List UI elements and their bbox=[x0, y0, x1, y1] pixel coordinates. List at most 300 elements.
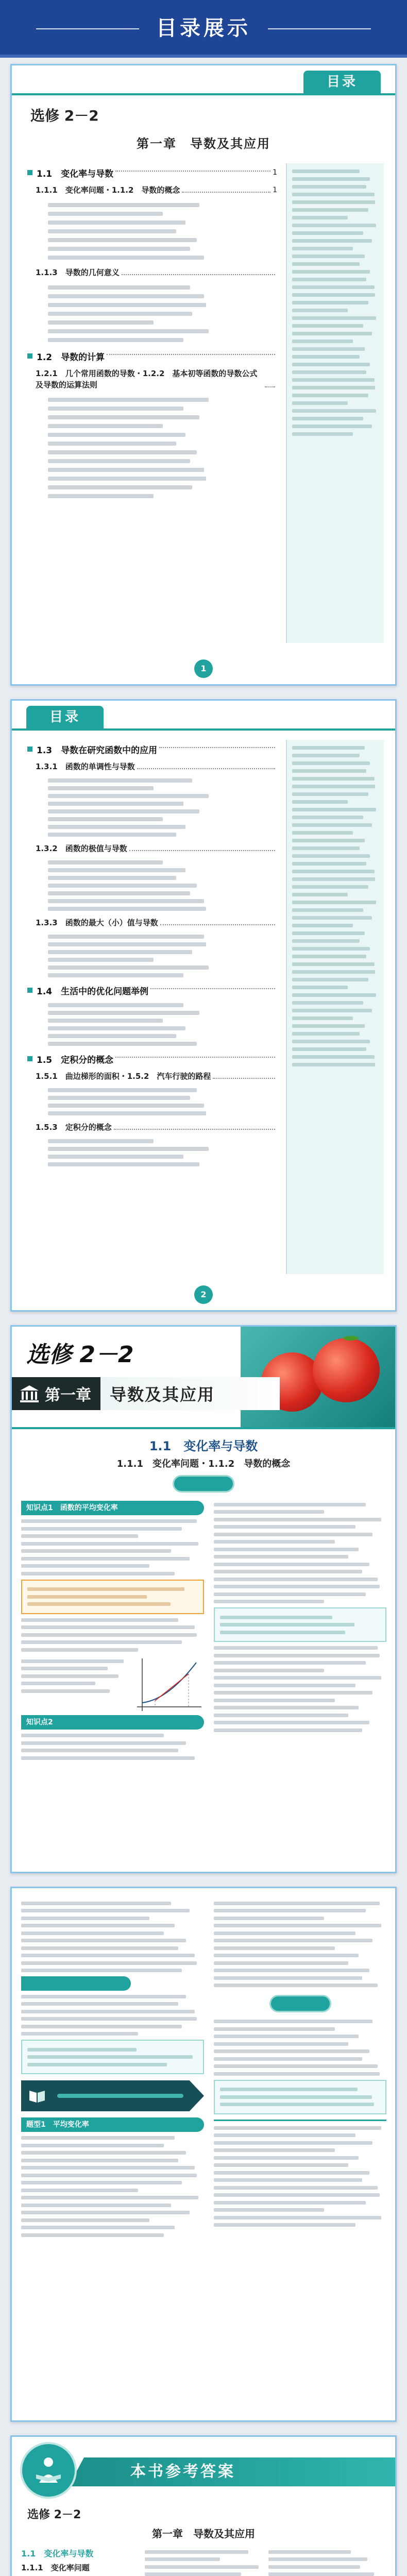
toc-subsection-1-1-3[interactable] bbox=[27, 264, 277, 281]
text-line bbox=[48, 868, 185, 872]
text-line bbox=[214, 1563, 369, 1566]
text-line bbox=[48, 442, 176, 446]
text-line bbox=[292, 893, 348, 896]
text-line bbox=[292, 808, 376, 811]
logo-icon bbox=[20, 2442, 77, 2499]
text-line bbox=[214, 1570, 362, 1573]
section-bullet-icon bbox=[27, 353, 32, 359]
text-line bbox=[292, 854, 370, 858]
text-line bbox=[48, 825, 185, 829]
toc-list bbox=[27, 740, 277, 1170]
text-line bbox=[220, 2088, 358, 2091]
text-line bbox=[214, 2171, 369, 2175]
text-line bbox=[48, 203, 199, 207]
text-line bbox=[292, 177, 370, 181]
toc-list bbox=[27, 163, 277, 503]
text-line bbox=[21, 1995, 186, 1998]
text-line bbox=[292, 754, 360, 757]
text-line bbox=[214, 1661, 366, 1665]
toc-subsection-1-5-3[interactable] bbox=[27, 1119, 277, 1136]
text-block bbox=[21, 1734, 204, 1760]
text-line bbox=[214, 1548, 359, 1551]
text-line bbox=[48, 907, 206, 911]
text-line bbox=[292, 1016, 353, 1020]
text-line bbox=[21, 1640, 182, 1644]
text-line bbox=[48, 833, 176, 837]
text-line bbox=[48, 809, 199, 814]
left-column bbox=[21, 1897, 204, 2241]
text-line bbox=[48, 406, 183, 411]
text-line bbox=[214, 2042, 348, 2046]
text-line bbox=[214, 2186, 378, 2190]
text-line bbox=[214, 2216, 381, 2219]
toc-subitems bbox=[27, 1088, 277, 1115]
text-line bbox=[48, 899, 204, 903]
text-line bbox=[292, 916, 372, 920]
dot-leader bbox=[159, 747, 275, 748]
text-line bbox=[48, 494, 154, 498]
dot-leader bbox=[115, 171, 270, 172]
dot-leader bbox=[150, 988, 275, 989]
toc-entry-text: 1.2 导数的计算 bbox=[37, 352, 105, 363]
toc-entry-text: 1.2.1 几个常用函数的导数・1.2.2 基本初等函数的导数公式及导数的运算法则 bbox=[36, 369, 258, 389]
text-line bbox=[48, 817, 163, 821]
answers-subsection-title: 1.1.1 变化率问题 bbox=[21, 2563, 90, 2572]
text-line bbox=[48, 1111, 206, 1115]
chapter-name: 导数及其应用 bbox=[110, 1385, 215, 1404]
text-line bbox=[214, 1946, 335, 1950]
text-line bbox=[214, 2064, 378, 2068]
text-line bbox=[48, 973, 183, 977]
text-line bbox=[48, 303, 206, 307]
text-line bbox=[48, 1147, 209, 1151]
toc-subitems bbox=[27, 1139, 277, 1166]
text-line bbox=[292, 378, 375, 382]
toc-subsection-1-2-1[interactable] bbox=[27, 365, 277, 393]
text-line bbox=[27, 2063, 167, 2066]
text-line bbox=[21, 1648, 138, 1652]
text-line bbox=[21, 2151, 186, 2155]
text-line bbox=[21, 1734, 164, 1737]
text-line bbox=[214, 1510, 324, 1514]
text-line bbox=[292, 425, 372, 428]
text-line bbox=[21, 1689, 110, 1693]
text-line bbox=[48, 876, 176, 880]
divider bbox=[214, 2120, 386, 2121]
text-line bbox=[21, 1902, 171, 1905]
text-line bbox=[292, 185, 366, 189]
text-line bbox=[220, 2103, 374, 2106]
text-line bbox=[21, 1549, 171, 1553]
text-line bbox=[48, 415, 199, 419]
text-line bbox=[292, 1063, 375, 1066]
text-line bbox=[214, 2178, 362, 2182]
text-line bbox=[214, 2035, 359, 2038]
text-line bbox=[292, 839, 365, 842]
dot-leader bbox=[265, 386, 275, 387]
text-line bbox=[27, 1595, 147, 1599]
text-line bbox=[214, 1902, 380, 1905]
text-line bbox=[48, 229, 176, 233]
text-block bbox=[268, 2550, 386, 2576]
text-line bbox=[214, 1917, 324, 1920]
page-number-badge: 1 bbox=[194, 659, 213, 678]
dot-leader bbox=[114, 1129, 275, 1130]
text-line bbox=[292, 862, 366, 866]
toc-entry-text: 1.1.3 导数的几何意义 bbox=[36, 268, 120, 277]
text-line bbox=[214, 2163, 348, 2167]
text-line bbox=[292, 885, 368, 889]
text-line bbox=[48, 285, 190, 290]
text-line bbox=[292, 908, 363, 912]
toc-page-number: 1 bbox=[273, 186, 277, 194]
toc-section-1-2[interactable] bbox=[27, 347, 277, 365]
text-line bbox=[292, 955, 366, 958]
text-line bbox=[214, 1954, 359, 1957]
text-line bbox=[21, 1633, 197, 1637]
answers-column-2 bbox=[145, 2546, 262, 2576]
header-banner bbox=[0, 0, 407, 58]
toc-entry-text: 1.3.3 函数的最大（小）值与导数 bbox=[36, 918, 158, 927]
text-line bbox=[21, 2211, 190, 2214]
text-line bbox=[214, 1646, 378, 1650]
text-line bbox=[214, 1721, 369, 1724]
text-line bbox=[292, 301, 368, 304]
text-line bbox=[48, 891, 190, 895]
text-line bbox=[21, 1924, 175, 1927]
toc-subsection-1-1-1[interactable] bbox=[27, 182, 277, 198]
chapter-sample-page bbox=[0, 1319, 407, 1880]
section-bullet-icon bbox=[27, 1056, 32, 1061]
text-line bbox=[292, 340, 353, 343]
text-line bbox=[292, 947, 370, 951]
text-line bbox=[292, 309, 348, 312]
text-line bbox=[292, 877, 375, 881]
answers-column-1 bbox=[21, 2546, 139, 2576]
text-line bbox=[21, 2144, 164, 2147]
note-callout bbox=[21, 1580, 204, 1614]
text-line bbox=[292, 777, 375, 781]
text-line bbox=[292, 247, 353, 250]
text-line bbox=[292, 170, 360, 173]
toc-subsection-1-3-3[interactable] bbox=[27, 914, 277, 931]
text-line bbox=[292, 278, 366, 281]
text-line bbox=[220, 1623, 354, 1626]
answers-column-3 bbox=[268, 2546, 386, 2576]
text-line bbox=[21, 2196, 198, 2199]
text-line bbox=[220, 2095, 372, 2099]
text-line bbox=[21, 1756, 195, 1760]
text-line bbox=[48, 1011, 199, 1015]
content-sample-page bbox=[0, 1880, 407, 2429]
banner-title: 目录展示 bbox=[156, 16, 251, 40]
text-line bbox=[48, 477, 206, 481]
toc-subitems bbox=[27, 1003, 277, 1046]
toc-subitems bbox=[27, 935, 277, 977]
knowledge-point-1-bar: 知识点1 函数的平均变化率 bbox=[21, 1501, 204, 1515]
text-line bbox=[214, 1669, 324, 1672]
text-line bbox=[21, 1946, 178, 1950]
text-line bbox=[21, 1939, 186, 1942]
text-line bbox=[21, 2025, 182, 2028]
right-column bbox=[214, 1499, 386, 1736]
text-line bbox=[292, 285, 375, 289]
text-line bbox=[21, 1564, 149, 1568]
text-line bbox=[48, 942, 206, 946]
text-line bbox=[21, 2233, 164, 2237]
text-line bbox=[21, 2218, 149, 2222]
text-line bbox=[21, 1961, 197, 1965]
formula-box bbox=[21, 2040, 204, 2074]
text-line bbox=[292, 792, 368, 796]
page-number-badge: 2 bbox=[194, 1285, 213, 1304]
toc-tab-rule bbox=[12, 728, 395, 731]
text-block bbox=[21, 1995, 204, 2036]
chapter-title: 第一章 导数及其应用 bbox=[152, 2528, 255, 2540]
text-block bbox=[145, 2550, 262, 2576]
figure-row bbox=[21, 1655, 204, 1713]
text-line bbox=[292, 394, 368, 397]
section-bullet-icon bbox=[27, 170, 32, 175]
toc-subsection-1-5-1[interactable] bbox=[27, 1068, 277, 1084]
reader-figure-icon bbox=[32, 2454, 65, 2487]
text-line bbox=[292, 993, 376, 997]
text-line bbox=[214, 1540, 335, 1544]
text-line bbox=[48, 802, 183, 806]
text-line bbox=[292, 831, 353, 835]
text-block bbox=[21, 1902, 204, 1973]
text-line bbox=[292, 1001, 363, 1005]
question-type-1-bar: 题型1 平均变化率 bbox=[21, 2117, 204, 2132]
text-line bbox=[21, 2002, 178, 2006]
text-line bbox=[48, 1088, 197, 1092]
text-line bbox=[21, 1741, 186, 1745]
text-line bbox=[292, 746, 365, 750]
text-line bbox=[214, 2201, 366, 2205]
text-line bbox=[292, 939, 360, 943]
text-line bbox=[27, 1587, 184, 1591]
text-block bbox=[21, 1519, 204, 1575]
text-line bbox=[48, 247, 190, 251]
text-line bbox=[292, 355, 360, 359]
toc-subsection-1-3-2[interactable] bbox=[27, 840, 277, 857]
dot-leader bbox=[122, 274, 275, 275]
subsection-title: 1.1.1 变化率问题・1.1.2 导数的概念 bbox=[116, 1459, 291, 1469]
text-line bbox=[292, 1040, 370, 1043]
text-line bbox=[48, 1034, 176, 1038]
toc-subitems bbox=[27, 398, 277, 498]
toc-entry-text: 1.3 导数在研究函数中的应用 bbox=[37, 745, 158, 756]
text-line bbox=[214, 2072, 380, 2076]
text-line bbox=[21, 1519, 197, 1523]
text-line bbox=[145, 2550, 248, 2554]
text-line bbox=[21, 2032, 138, 2036]
text-line bbox=[48, 958, 154, 962]
text-line bbox=[292, 386, 375, 389]
chapter-number: 第一章 bbox=[45, 1386, 91, 1404]
text-line bbox=[292, 432, 353, 436]
text-line bbox=[21, 2181, 182, 2184]
text-line bbox=[292, 823, 372, 827]
text-line bbox=[214, 1931, 355, 1935]
text-line bbox=[214, 2027, 335, 2031]
text-line bbox=[292, 216, 348, 219]
text-line bbox=[292, 1047, 366, 1051]
page-card bbox=[10, 699, 397, 1312]
text-block bbox=[21, 1618, 204, 1652]
chapter-banner bbox=[12, 1377, 280, 1410]
text-line bbox=[145, 2572, 241, 2576]
text-line bbox=[292, 785, 375, 788]
text-line bbox=[214, 1984, 378, 1987]
text-line bbox=[292, 1009, 372, 1012]
text-line bbox=[48, 1003, 183, 1007]
text-line bbox=[214, 2156, 359, 2160]
right-column bbox=[214, 1897, 386, 2231]
text-line bbox=[292, 901, 376, 904]
book-icon bbox=[28, 2088, 46, 2104]
text-line bbox=[48, 329, 209, 333]
text-line bbox=[48, 794, 209, 798]
page-card bbox=[10, 1887, 397, 2422]
answers-section-title: 1.1 变化率与导数 bbox=[21, 2549, 94, 2558]
text-line bbox=[48, 1162, 199, 1166]
text-line bbox=[48, 950, 192, 954]
text-line bbox=[214, 2223, 355, 2227]
text-line bbox=[21, 1659, 124, 1663]
text-line bbox=[292, 931, 365, 935]
text-line bbox=[48, 256, 204, 260]
toc-subitems bbox=[27, 778, 277, 837]
text-line bbox=[21, 1527, 182, 1531]
text-block bbox=[21, 2136, 204, 2237]
left-column bbox=[21, 1499, 204, 1764]
text-line bbox=[292, 800, 348, 804]
text-line bbox=[214, 1525, 355, 1529]
text-line bbox=[292, 347, 365, 351]
text-line bbox=[214, 1555, 348, 1558]
text-line bbox=[220, 1616, 332, 1619]
toc-entry-text: 1.1.1 变化率问题・1.1.2 导数的概念 bbox=[36, 185, 180, 195]
text-line bbox=[27, 1602, 171, 1606]
text-line bbox=[292, 1032, 360, 1036]
text-line bbox=[214, 2126, 381, 2130]
text-block bbox=[21, 1655, 127, 1697]
page-card bbox=[10, 1325, 397, 1873]
function-graph-figure bbox=[132, 1655, 204, 1713]
text-line bbox=[21, 2226, 175, 2229]
text-line bbox=[268, 2557, 367, 2561]
text-line bbox=[292, 846, 360, 850]
dot-leader bbox=[129, 850, 275, 851]
text-line bbox=[292, 370, 366, 374]
book-title: 选修 2－2 bbox=[26, 1342, 134, 1368]
text-line bbox=[48, 433, 185, 437]
text-line bbox=[292, 978, 368, 981]
text-line bbox=[214, 1961, 348, 1965]
text-line bbox=[292, 363, 370, 366]
text-line bbox=[21, 1534, 138, 1538]
text-line bbox=[48, 338, 183, 342]
section-bullet-icon bbox=[27, 747, 32, 752]
building-icon bbox=[19, 1384, 40, 1403]
text-block bbox=[214, 1503, 386, 1604]
text-line bbox=[214, 1585, 380, 1588]
text-line bbox=[21, 1917, 149, 1920]
text-line bbox=[21, 1618, 178, 1622]
text-line bbox=[48, 320, 154, 325]
text-line bbox=[21, 2136, 175, 2140]
text-line bbox=[21, 2166, 195, 2170]
toc-question-types-column bbox=[286, 740, 384, 1274]
text-line bbox=[292, 409, 376, 413]
text-line bbox=[214, 2020, 372, 2023]
text-line bbox=[21, 1931, 164, 1935]
text-line bbox=[48, 1139, 154, 1143]
text-line bbox=[292, 970, 375, 974]
dot-leader bbox=[160, 924, 275, 925]
dot-leader bbox=[115, 1057, 275, 1058]
text-line bbox=[48, 1096, 190, 1100]
text-line bbox=[292, 324, 363, 328]
toc-entry-text: 1.1 变化率与导数 bbox=[37, 168, 114, 179]
text-line bbox=[214, 1578, 378, 1581]
toc-page-2 bbox=[0, 693, 407, 1319]
toc-tab-rule bbox=[12, 93, 395, 95]
text-line bbox=[214, 1728, 362, 1732]
toc-section-1-1[interactable] bbox=[27, 163, 277, 182]
text-block bbox=[214, 1646, 386, 1732]
text-line bbox=[48, 786, 154, 790]
text-line bbox=[48, 468, 204, 472]
text-line bbox=[21, 1682, 95, 1685]
text-line bbox=[48, 1155, 183, 1159]
text-line bbox=[214, 1939, 372, 1942]
text-line bbox=[21, 1625, 195, 1629]
dot-leader bbox=[137, 768, 275, 769]
toc-section-1-3[interactable] bbox=[27, 740, 277, 758]
key-point-bar bbox=[21, 1976, 131, 1991]
text-line bbox=[48, 294, 204, 298]
toc-subitems bbox=[27, 860, 277, 911]
text-line bbox=[48, 485, 192, 489]
text-line bbox=[27, 2055, 193, 2059]
toc-entry-text: 1.3.1 函数的单调性与导数 bbox=[36, 762, 135, 771]
toc-subitems bbox=[27, 203, 277, 260]
text-line bbox=[21, 2010, 195, 2013]
section-ribbon bbox=[21, 2080, 204, 2111]
text-line bbox=[21, 1557, 190, 1561]
toc-subsection-1-3-1[interactable] bbox=[27, 758, 277, 775]
dot-leader bbox=[107, 354, 275, 355]
text-line bbox=[268, 2565, 360, 2569]
text-line bbox=[214, 1503, 366, 1506]
text-line bbox=[292, 401, 348, 405]
text-line bbox=[21, 2204, 171, 2207]
text-line bbox=[214, 1924, 381, 1927]
text-line bbox=[214, 1684, 355, 1687]
section-title: 1.1 变化率与导数 bbox=[149, 1439, 258, 1453]
toc-section-1-4[interactable] bbox=[27, 981, 277, 999]
toc-entry-text: 1.3.2 函数的极值与导数 bbox=[36, 844, 127, 853]
tip-box bbox=[214, 1607, 386, 1642]
toc-section-1-5[interactable] bbox=[27, 1049, 277, 1068]
toc-subitems bbox=[27, 285, 277, 342]
text-line bbox=[214, 2148, 335, 2152]
text-line bbox=[21, 1667, 108, 1670]
text-line bbox=[214, 1654, 380, 1657]
text-line bbox=[21, 2174, 197, 2177]
